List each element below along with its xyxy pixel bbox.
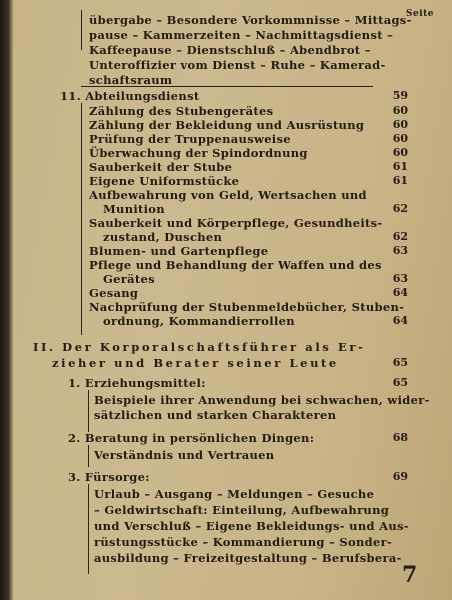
toc-entry-label: Nachprüfung der Stubenmeldebücher, Stuben- xyxy=(89,300,405,314)
section-11-page: 59 xyxy=(392,89,408,102)
toc-entry-page: 64 xyxy=(392,314,408,327)
item-heading: 2. Beratung in persönlichen Dingen: xyxy=(68,431,315,445)
toc-entry-label: Pflege und Behandlung der Waffen und des xyxy=(89,258,382,272)
item-page: 69 xyxy=(392,470,408,483)
item-body-line: ausbildung – Freizeitgestaltung – Berufsbera- xyxy=(94,551,402,565)
toc-entry-label: Munition xyxy=(103,202,165,216)
toc-entry-label: Zählung der Bekleidung und Ausrüstung xyxy=(89,118,365,132)
chapter-ii-page: 65 xyxy=(392,356,408,369)
toc-continuation-line: pause – Kammerzeiten – Nachmittagsdienst – xyxy=(89,28,394,42)
toc-entry-label: Prüfung der Truppenausweise xyxy=(89,132,291,146)
toc-entry-page: 64 xyxy=(392,286,408,299)
toc-entry-page: 60 xyxy=(392,132,408,145)
toc-continuation-line: Kaffeepause – Dienstschluß – Abendbrot – xyxy=(89,43,371,57)
toc-entry-page: 60 xyxy=(392,118,408,131)
toc-entry-page: 63 xyxy=(392,244,408,257)
page-number: 7 xyxy=(402,562,418,588)
toc-entry-page: 60 xyxy=(392,146,408,159)
toc-entry-label: Überwachung der Spindordnung xyxy=(89,146,308,160)
toc-entry-page: 62 xyxy=(392,202,408,215)
item-body-line: – Geldwirtschaft: Einteilung, Aufbewahrung xyxy=(94,503,390,517)
item-heading: 3. Fürsorge: xyxy=(68,470,150,484)
bracket-vertical-rule xyxy=(88,445,89,467)
toc-entry-page: 62 xyxy=(392,230,408,243)
toc-continuation-line: Unteroffizier vom Dienst – Ruhe – Kamerad- xyxy=(89,58,386,72)
toc-entry-label: zustand, Duschen xyxy=(103,230,223,244)
bracket-vertical-rule xyxy=(88,484,89,574)
item-page: 65 xyxy=(392,376,408,389)
chapter-ii-title: II. Der Korporalschaftsführer als Er- xyxy=(33,340,366,354)
toc-entry-label: Sauberkeit und Körperpflege, Gesundheits- xyxy=(89,216,383,230)
item-body-line: Beispiele ihrer Anwendung bei schwachen, wider- xyxy=(94,393,430,407)
section-11-heading: 11. Abteilungsdienst xyxy=(60,89,200,103)
item-body-line: und Verschluß – Eigene Bekleidungs- und Aus- xyxy=(94,519,409,533)
seite-header: Seite xyxy=(406,9,435,19)
toc-entry-label: Blumen- und Gartenpflege xyxy=(89,244,269,258)
toc-continuation-line: schaftsraum xyxy=(89,73,173,87)
toc-entry-label: Gerätes xyxy=(103,272,155,286)
item-body-line: Verständnis und Vertrauen xyxy=(94,448,275,462)
toc-entry-label: Sauberkeit der Stube xyxy=(89,160,233,174)
item-heading: 1. Erziehungsmittel: xyxy=(68,376,206,390)
item-body-line: rüstungsstücke – Kommandierung – Sonder- xyxy=(94,535,393,549)
item-body-line: Urlaub – Ausgang – Meldungen – Gesuche xyxy=(94,487,375,501)
item-page: 68 xyxy=(392,431,408,444)
toc-entry-page: 60 xyxy=(392,104,408,117)
toc-entry-page: 63 xyxy=(392,272,408,285)
toc-entry-label: Aufbewahrung von Geld, Wertsachen und xyxy=(89,188,367,202)
chapter-ii-title: zieher und Berater seiner Leute xyxy=(52,356,339,370)
toc-entry-page: 61 xyxy=(392,174,408,187)
bracket-horizontal-rule xyxy=(81,86,373,87)
bracket-vertical-rule xyxy=(88,390,89,432)
toc-continuation-line: übergabe – Besondere Vorkommnisse – Mittags- xyxy=(89,13,412,27)
toc-entry-label: Gesang xyxy=(89,286,139,300)
toc-entry-label: ordnung, Kommandierrollen xyxy=(103,314,295,328)
toc-entry-label: Eigene Uniformstücke xyxy=(89,174,240,188)
bracket-vertical-rule xyxy=(81,103,82,335)
toc-entry-label: Zählung des Stubengerätes xyxy=(89,104,274,118)
page-edge-shadow xyxy=(0,0,14,600)
bracket-vertical-rule xyxy=(81,10,82,50)
item-body-line: sätzlichen und starken Charakteren xyxy=(94,408,337,422)
toc-entry-page: 61 xyxy=(392,160,408,173)
